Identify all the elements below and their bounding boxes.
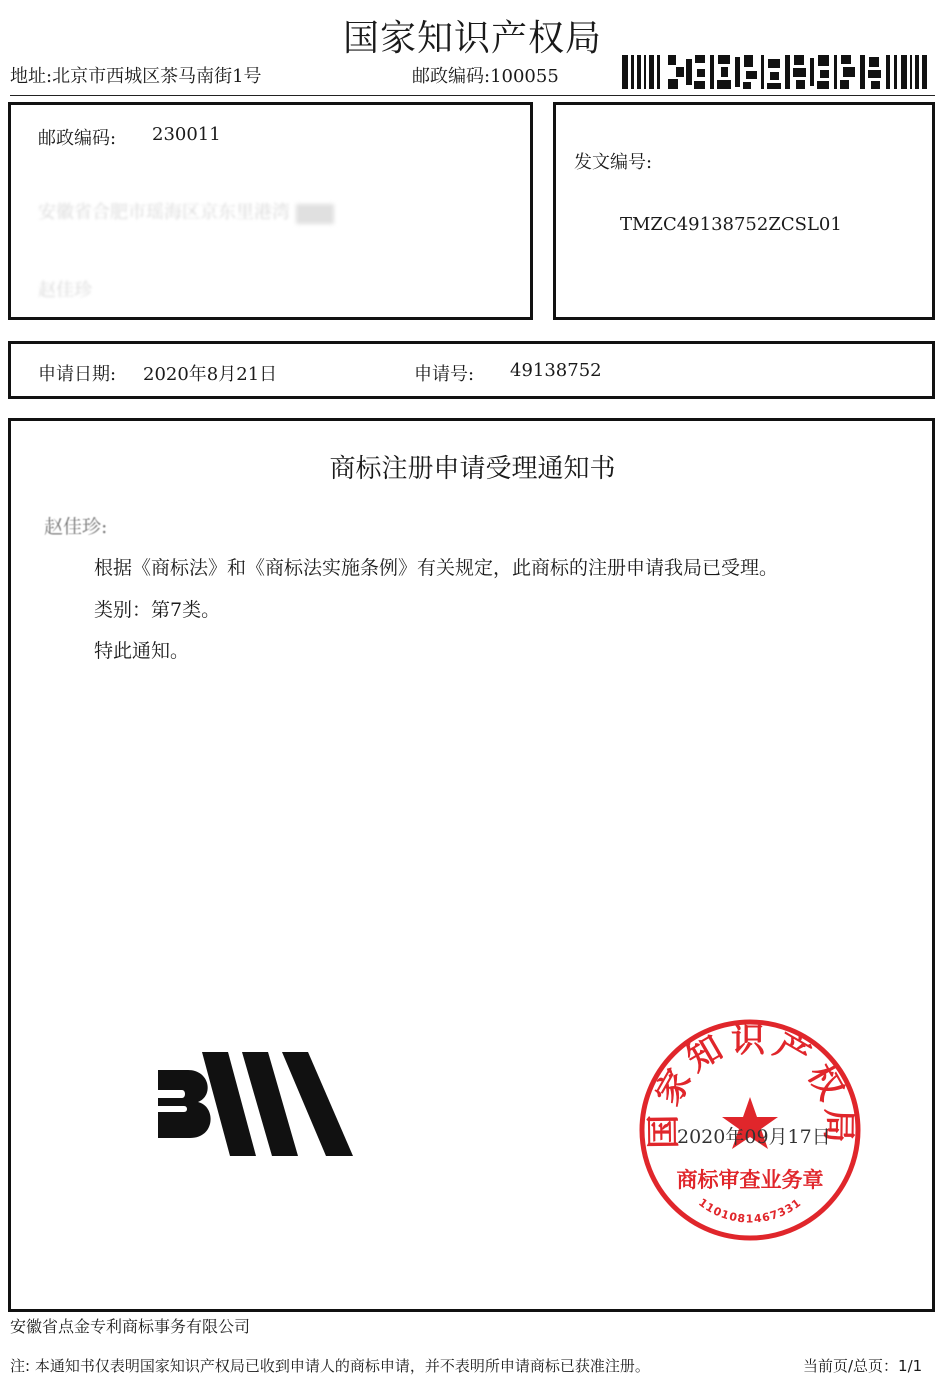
seal-code: 1101081467331 [696, 1195, 804, 1226]
recipient-name: 赵佳珍 [38, 280, 92, 301]
seal-top-text: 国家知识产权局 [643, 1020, 859, 1149]
redaction-mask [296, 204, 334, 224]
recipient-address [38, 198, 334, 224]
application-date-label: 申请日期: [38, 364, 117, 385]
office-postal-code: 邮政编码:100055 [412, 66, 559, 87]
notice-closing: 特此通知。 [94, 640, 190, 662]
office-address: 地址:北京市西城区茶马南街1号 [10, 66, 262, 87]
svg-text:1101081467331 [696, 1196, 804, 1226]
notice-paragraph: 根据《商标法》和《商标法实施条例》有关规定，此商标的注册申请我局已受理。 [94, 557, 779, 579]
recipient-address-text: 安徽省合肥市瑶海区京东里港湾 [38, 202, 290, 223]
notice-salutation: 赵佳珍: [44, 516, 108, 538]
recipient-postal-value: 230011 [152, 124, 221, 145]
page-title: 国家知识产权局 [342, 18, 602, 59]
issue-date: 2020年09月17日 [677, 1126, 831, 1148]
trademark-logo-icon [158, 1050, 353, 1156]
application-number-label: 申请号: [414, 364, 475, 385]
page-indicator: 当前页/总页：1/1 [803, 1357, 923, 1375]
seal-bottom-text: 商标审查业务章 [676, 1168, 824, 1192]
footer-note: 注: 本通知书仅表明国家知识产权局已收到申请人的商标申请，并不表明所申请商标已获准注册。 [10, 1357, 650, 1375]
doc-number-label: 发文编号: [574, 152, 653, 173]
recipient-postal-label: 邮政编码: [38, 128, 117, 149]
application-date-value: 2020年8月21日 [143, 364, 278, 385]
notice-title: 商标注册申请受理通知书 [329, 454, 616, 484]
application-number-value: 49138752 [510, 360, 602, 381]
agency-name: 安徽省点金专利商标事务有限公司 [10, 1317, 251, 1336]
notice-category: 类别：第7类。 [94, 599, 221, 621]
header-divider [10, 95, 935, 96]
barcode-icon [622, 55, 927, 89]
doc-number-box [553, 102, 935, 320]
doc-number-value: TMZC49138752ZCSL01 [620, 214, 842, 235]
